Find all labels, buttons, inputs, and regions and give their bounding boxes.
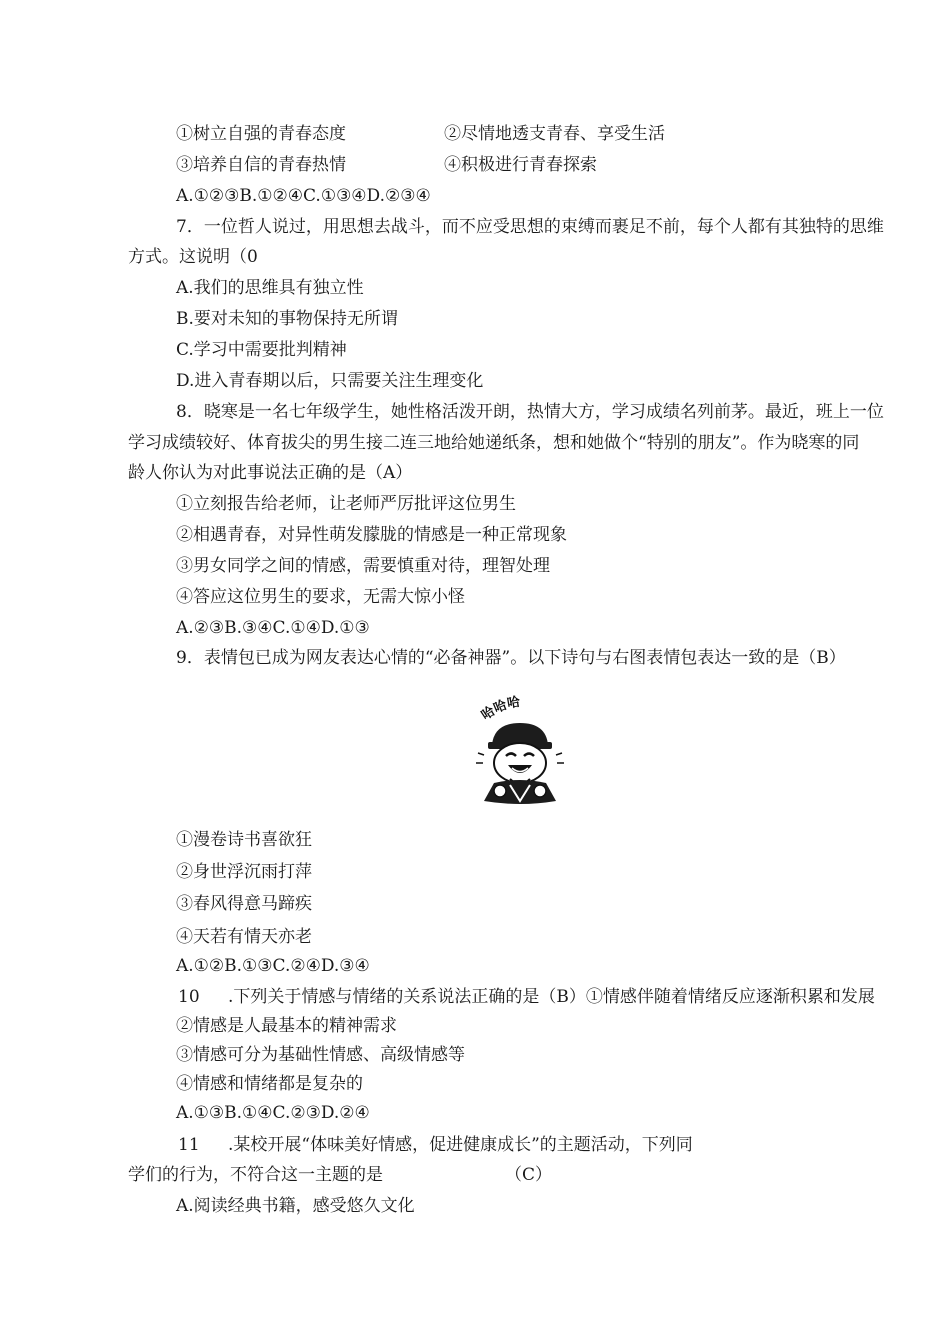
q8-option-4: ④答应这位男生的要求，无需大惊小怪 [176,587,465,607]
q10-option-4: ④情感和情绪都是复杂的 [176,1074,363,1094]
q10-stem: .下列关于情感与情绪的关系说法正确的是（B）①情感伴随着情绪反应逐渐积累和发展 [228,987,875,1007]
q10-option-3: ③情感可分为基础性情感、高级情感等 [176,1045,465,1065]
laughing-meme-image [470,693,570,808]
q7-option-d: D.进入青春期以后，只需要关注生理变化 [176,371,484,391]
q6-option-3: ③培养自信的青春热情 [176,155,346,175]
q10-option-2: ②情感是人最基本的精神需求 [176,1016,397,1036]
svg-text:哈哈哈 [478,694,521,724]
q6-option-1: ①树立自强的青春态度 [176,124,346,144]
q11-stem-line-2: 学们的行为，不符合这一主题的是 [128,1165,383,1185]
q7-option-a: A.我们的思维具有独立性 [176,278,364,298]
q8-option-3: ③男女同学之间的情感，需要慎重对待，理智处理 [176,556,550,576]
q8-stem-line-3: 龄人你认为对此事说法正确的是（A） [128,463,413,483]
q11-answer: （C） [505,1165,553,1185]
q6-option-4: ④积极进行青春探索 [444,155,597,175]
q8-stem-line-1: 8．晓寒是一名七年级学生，她性格活泼开朗，热情大方，学习成绩名列前茅。最近，班上一位 [176,402,884,422]
q7-option-c: C.学习中需要批判精神 [176,340,347,360]
q8-option-1: ①立刻报告给老师，让老师严厉批评这位男生 [176,494,516,514]
q6-option-2: ②尽情地透支青春、享受生活 [444,124,665,144]
q11-number: 11 [178,1135,200,1155]
q11-option-a: A.阅读经典书籍，感受悠久文化 [176,1196,415,1216]
q9-stem: 9．表情包已成为网友表达心情的“必备神器”。以下诗句与右图表情包表达一致的是（B） [176,648,846,668]
q7-stem-line-1: 7．一位哲人说过，用思想去战斗，而不应受思想的束缚而裹足不前，每个人都有其独特的思维 [176,217,884,237]
meme-caption: 哈哈哈 [478,694,522,724]
q9-option-3: ③春风得意马蹄疾 [176,894,312,914]
q7-option-b: B.要对未知的事物保持无所谓 [176,309,398,329]
q7-stem-line-2: 方式。这说明（0 [128,247,258,267]
q8-stem-line-2: 学习成绩较好、体育拔尖的男生接二连三地给她递纸条，想和她做个“特别的朋友”。作为晓寒的同 [128,433,860,453]
q9-option-1: ①漫卷诗书喜欲狂 [176,830,312,850]
q9-option-2: ②身世浮沉雨打萍 [176,862,312,882]
q6-choices: A.①②③B.①②④C.①③④D.②③④ [176,186,431,206]
q9-option-4: ④天若有情天亦老 [176,927,312,947]
q10-number: 10 [178,987,200,1007]
q11-stem-line-1: .某校开展“体味美好情感，促进健康成长”的主题活动，下列同 [228,1135,693,1155]
q8-choices: A.②③B.③④C.①④D.①③ [176,618,370,638]
q8-option-2: ②相遇青春，对异性萌发朦胧的情感是一种正常现象 [176,525,567,545]
q9-choices: A.①②B.①③C.②④D.③④ [176,956,370,976]
q10-choices: A.①③B.①④C.②③D.②④ [176,1103,370,1123]
